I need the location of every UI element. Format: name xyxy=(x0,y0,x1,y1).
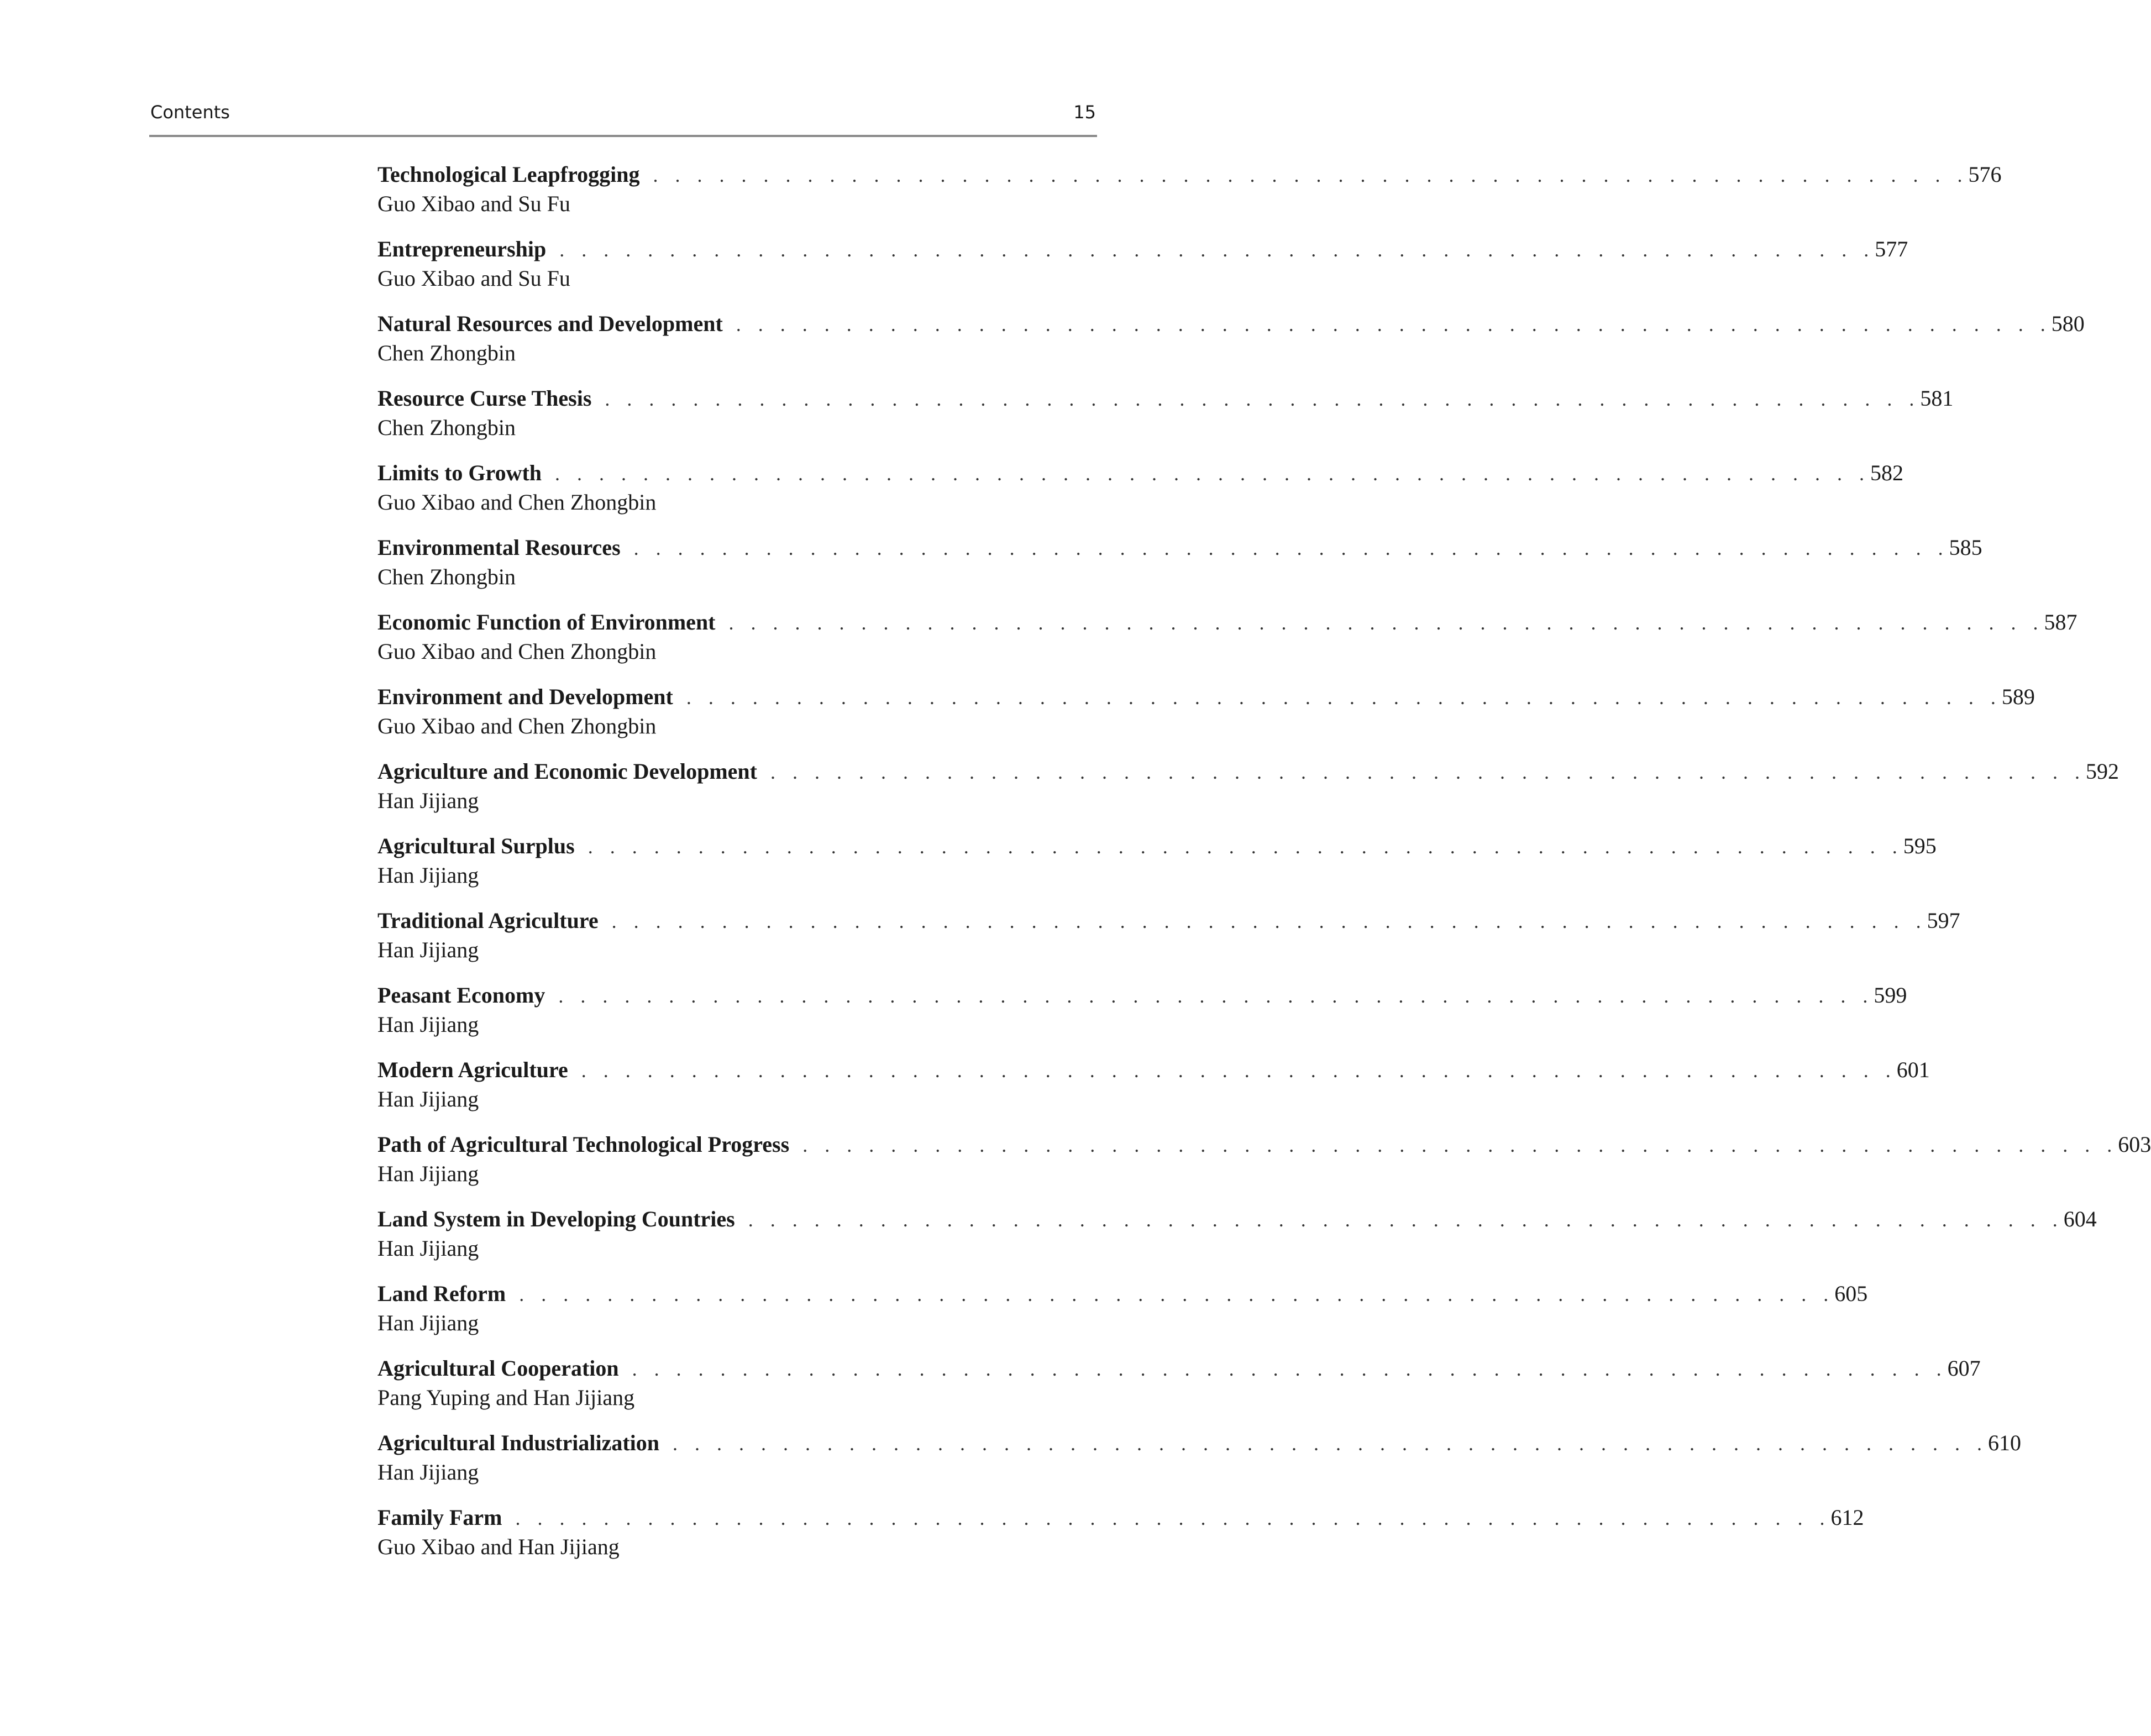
running-header xyxy=(149,99,1097,137)
toc-entry[interactable] xyxy=(377,455,1904,529)
toc-entry-authors: Han Jijiang xyxy=(377,937,479,962)
toc-entry-page: 595 xyxy=(1903,833,1937,858)
toc-title-line xyxy=(377,529,1982,566)
toc-entry[interactable] xyxy=(377,380,1954,455)
toc-entry-authors: Pang Yuping and Han Jijiang xyxy=(377,1385,635,1410)
toc-entry-page: 603 xyxy=(2118,1132,2151,1157)
toc-title-line xyxy=(377,1052,1930,1088)
toc-entry-title[interactable]: Land Reform xyxy=(377,1281,506,1306)
toc-entry[interactable] xyxy=(377,1425,2022,1499)
toc-dot-leader: . . . . . . . . . . . . . . . . . . . . . . . . . . . . . . . . . . . . . . . . . . . . . . . . . . . . . . . . . . . . xyxy=(632,1358,1948,1380)
toc-entry[interactable] xyxy=(377,1201,2097,1276)
toc-dot-leader: . . . . . . . . . . . . . . . . . . . . . . . . . . . . . . . . . . . . . . . . . . . . . . . . . . . . . . . . . . . . xyxy=(673,1433,1989,1455)
toc-entry-authors: Han Jijiang xyxy=(377,1012,479,1037)
toc-entry[interactable] xyxy=(377,977,1907,1052)
toc-title-line xyxy=(377,679,2035,715)
toc-entry-page: 601 xyxy=(1896,1057,1930,1082)
toc-entry-authors: Han Jijiang xyxy=(377,1310,479,1335)
toc-entry-authors: Guo Xibao and Chen Zhongbin xyxy=(377,639,657,664)
toc-entry-authors: Han Jijiang xyxy=(377,1161,479,1186)
toc-title-line xyxy=(377,1276,1868,1312)
header-page-number: 15 xyxy=(1073,102,1096,123)
toc-title-line xyxy=(377,231,1908,268)
toc-entry-authors: Chen Zhongbin xyxy=(377,415,516,440)
toc-entry-title[interactable]: Traditional Agriculture xyxy=(377,908,599,933)
toc-dot-leader: . . . . . . . . . . . . . . . . . . . . . . . . . . . . . . . . . . . . . . . . . . . . . . . . . . . . . . . . . . . . xyxy=(559,239,1875,261)
toc-entry-title[interactable]: Technological Leapfrogging xyxy=(377,162,640,187)
header-section-title: Contents xyxy=(150,102,230,123)
toc-entry-authors: Guo Xibao and Chen Zhongbin xyxy=(377,714,657,738)
toc-entry[interactable] xyxy=(377,1499,1864,1574)
toc-dot-leader: . . . . . . . . . . . . . . . . . . . . . . . . . . . . . . . . . . . . . . . . . . . . . . . . . . . . . . . . . . . . xyxy=(802,1134,2118,1156)
toc-entry-title[interactable]: Resource Curse Thesis xyxy=(377,386,592,411)
toc-entry-title[interactable]: Environmental Resources xyxy=(377,535,621,560)
toc-entry-page: 582 xyxy=(1870,460,1904,485)
toc-title-line xyxy=(377,1201,2097,1237)
toc-entry-page: 610 xyxy=(1988,1430,2022,1455)
toc-entry[interactable] xyxy=(377,529,1982,604)
toc-entry-title[interactable]: Peasant Economy xyxy=(377,983,545,1008)
toc-entry-page: 592 xyxy=(2085,759,2119,784)
toc-title-line xyxy=(377,1350,1981,1387)
toc-entry-authors: Guo Xibao and Su Fu xyxy=(377,191,570,216)
toc-entry[interactable] xyxy=(377,306,2085,380)
toc-entry-title[interactable]: Natural Resources and Development xyxy=(377,311,723,336)
toc-entry-title[interactable]: Environment and Development xyxy=(377,684,673,709)
toc-entry-title[interactable]: Economic Function of Environment xyxy=(377,610,716,634)
toc-dot-leader: . . . . . . . . . . . . . . . . . . . . . . . . . . . . . . . . . . . . . . . . . . . . . . . . . . . . . . . . . . . . xyxy=(748,1209,2064,1231)
toc-entry-title[interactable]: Agricultural Surplus xyxy=(377,833,575,858)
toc-entry-title[interactable]: Limits to Growth xyxy=(377,460,542,485)
toc-entry[interactable] xyxy=(377,903,1960,977)
toc-entry-authors: Han Jijiang xyxy=(377,788,479,813)
toc-title-line xyxy=(377,1425,2022,1461)
toc-title-line xyxy=(377,380,1954,417)
toc-dot-leader: . . . . . . . . . . . . . . . . . . . . . . . . . . . . . . . . . . . . . . . . . . . . . . . . . . . . . . . . . . . . xyxy=(587,836,1903,858)
toc-dot-leader: . . . . . . . . . . . . . . . . . . . . . . . . . . . . . . . . . . . . . . . . . . . . . . . . . . . . . . . . . . . . xyxy=(581,1060,1897,1082)
toc-dot-leader: . . . . . . . . . . . . . . . . . . . . . . . . . . . . . . . . . . . . . . . . . . . . . . . . . . . . . . . . . . . . xyxy=(770,761,2086,783)
toc-entry-title[interactable]: Agriculture and Economic Development xyxy=(377,759,757,784)
toc-entry-page: 599 xyxy=(1874,983,1907,1008)
toc-title-line xyxy=(377,604,2077,641)
toc-entry[interactable] xyxy=(377,1052,1930,1126)
toc-entry-title[interactable]: Land System in Developing Countries xyxy=(377,1207,735,1231)
toc-entry-authors: Guo Xibao and Su Fu xyxy=(377,266,570,291)
toc-entry-page: 597 xyxy=(1927,908,1960,933)
toc-entry-authors: Han Jijiang xyxy=(377,1236,479,1261)
toc-entry[interactable] xyxy=(377,679,2035,753)
toc-entry-title[interactable]: Modern Agriculture xyxy=(377,1057,568,1082)
toc-entry-page: 577 xyxy=(1875,237,1908,261)
toc-dot-leader: . . . . . . . . . . . . . . . . . . . . . . . . . . . . . . . . . . . . . . . . . . . . . . . . . . . . . . . . . . . . xyxy=(519,1283,1835,1305)
toc-dot-leader: . . . . . . . . . . . . . . . . . . . . . . . . . . . . . . . . . . . . . . . . . . . . . . . . . . . . . . . . . . . . xyxy=(736,313,2052,335)
toc-entry[interactable] xyxy=(377,156,2002,231)
toc-list xyxy=(377,156,2151,1574)
toc-entry-page: 585 xyxy=(1949,535,1982,560)
toc-dot-leader: . . . . . . . . . . . . . . . . . . . . . . . . . . . . . . . . . . . . . . . . . . . . . . . . . . . . . . . . . . . . xyxy=(558,985,1874,1007)
toc-dot-leader: . . . . . . . . . . . . . . . . . . . . . . . . . . . . . . . . . . . . . . . . . . . . . . . . . . . . . . . . . . . . xyxy=(653,164,1969,186)
toc-dot-leader: . . . . . . . . . . . . . . . . . . . . . . . . . . . . . . . . . . . . . . . . . . . . . . . . . . . . . . . . . . . . xyxy=(728,612,2044,634)
toc-entry-page: 587 xyxy=(2044,610,2077,634)
toc-dot-leader: . . . . . . . . . . . . . . . . . . . . . . . . . . . . . . . . . . . . . . . . . . . . . . . . . . . . . . . . . . . . xyxy=(555,463,1871,485)
toc-entry[interactable] xyxy=(377,753,2119,828)
toc-entry-authors: Guo Xibao and Chen Zhongbin xyxy=(377,490,657,515)
toc-entry-authors: Chen Zhongbin xyxy=(377,340,516,365)
toc-entry[interactable] xyxy=(377,1126,2151,1201)
toc-title-line xyxy=(377,306,2085,342)
toc-title-line xyxy=(377,455,1904,491)
toc-title-line xyxy=(377,1499,1864,1536)
toc-entry-title[interactable]: Entrepreneurship xyxy=(377,237,547,261)
toc-entry[interactable] xyxy=(377,231,1908,306)
toc-entry[interactable] xyxy=(377,1350,1981,1425)
toc-title-line xyxy=(377,753,2119,790)
toc-title-line xyxy=(377,156,2002,193)
toc-title-line xyxy=(377,828,1937,864)
toc-entry-page: 580 xyxy=(2051,311,2085,336)
toc-entry[interactable] xyxy=(377,828,1937,903)
toc-entry[interactable] xyxy=(377,1276,1868,1350)
toc-dot-leader: . . . . . . . . . . . . . . . . . . . . . . . . . . . . . . . . . . . . . . . . . . . . . . . . . . . . . . . . . . . . xyxy=(686,686,2002,709)
toc-entry-page: 576 xyxy=(1968,162,2002,187)
toc-entry-page: 581 xyxy=(1920,386,1954,411)
toc-entry-title[interactable]: Agricultural Industrialization xyxy=(377,1430,660,1455)
toc-title-line xyxy=(377,977,1907,1014)
toc-entry-authors: Chen Zhongbin xyxy=(377,564,516,589)
toc-entry[interactable] xyxy=(377,604,2077,679)
toc-entry-title[interactable]: Agricultural Cooperation xyxy=(377,1356,619,1381)
toc-dot-leader: . . . . . . . . . . . . . . . . . . . . . . . . . . . . . . . . . . . . . . . . . . . . . . . . . . . . . . . . . . . . xyxy=(605,388,1921,410)
toc-dot-leader: . . . . . . . . . . . . . . . . . . . . . . . . . . . . . . . . . . . . . . . . . . . . . . . . . . . . . . . . . . . . xyxy=(515,1507,1831,1529)
toc-entry-page: 607 xyxy=(1947,1356,1981,1381)
toc-entry-title[interactable]: Path of Agricultural Technological Progress xyxy=(377,1132,790,1157)
toc-entry-page: 589 xyxy=(2001,684,2035,709)
toc-entry-title[interactable]: Family Farm xyxy=(377,1505,502,1530)
toc-entry-authors: Han Jijiang xyxy=(377,863,479,888)
toc-dot-leader: . . . . . . . . . . . . . . . . . . . . . . . . . . . . . . . . . . . . . . . . . . . . . . . . . . . . . . . . . . . . xyxy=(633,537,1949,559)
toc-entry-page: 605 xyxy=(1834,1281,1868,1306)
toc-entry-authors: Han Jijiang xyxy=(377,1087,479,1111)
toc-entry-page: 604 xyxy=(2063,1207,2097,1231)
toc-entry-authors: Guo Xibao and Han Jijiang xyxy=(377,1534,620,1559)
toc-dot-leader: . . . . . . . . . . . . . . . . . . . . . . . . . . . . . . . . . . . . . . . . . . . . . . . . . . . . . . . . . . . . xyxy=(611,910,1927,932)
toc-title-line xyxy=(377,1126,2151,1163)
toc-entry-authors: Han Jijiang xyxy=(377,1460,479,1485)
toc-title-line xyxy=(377,903,1960,939)
toc-entry-page: 612 xyxy=(1830,1505,1864,1530)
